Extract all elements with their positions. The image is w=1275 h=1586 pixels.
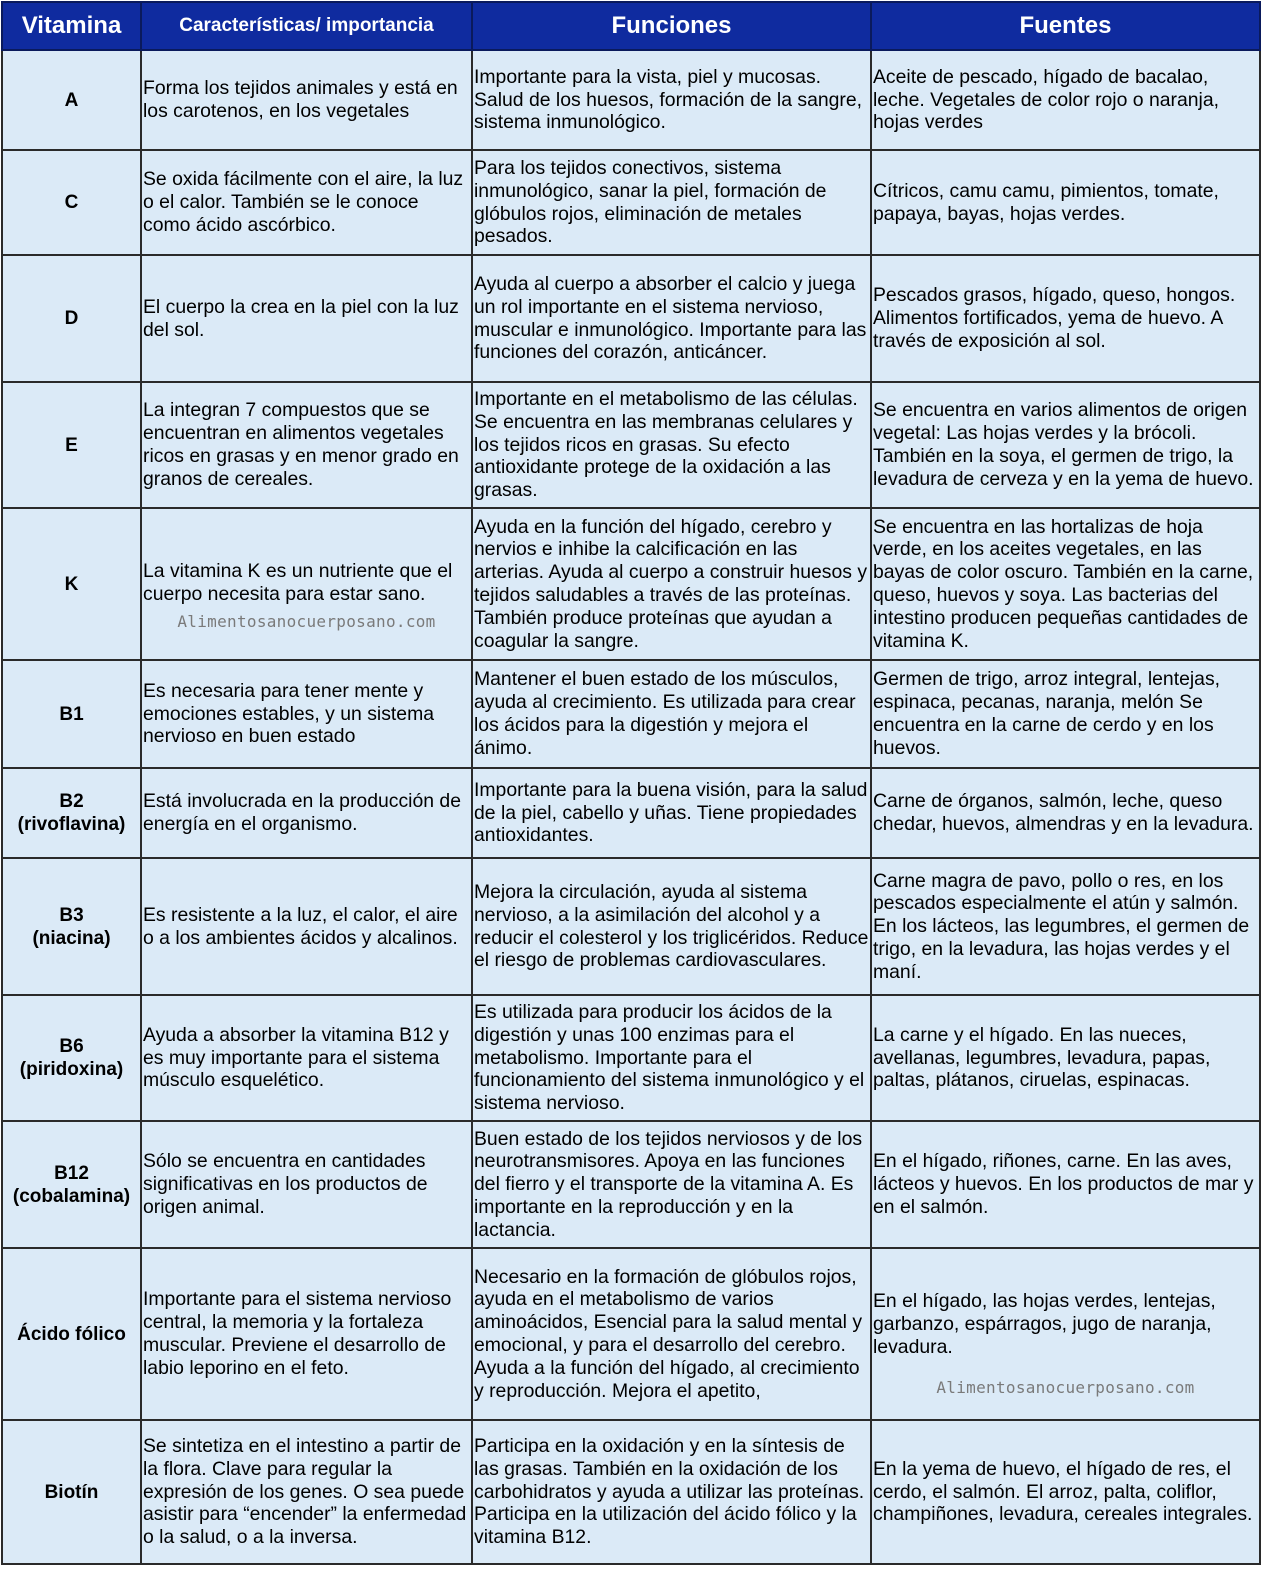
vitamin-name: B12	[54, 1162, 89, 1184]
vitamin-name: D	[64, 308, 79, 329]
sources-cell	[871, 1248, 1260, 1420]
vitamin-name-cell	[2, 858, 141, 995]
vitamin-name: Biotín	[44, 1481, 99, 1503]
vitamin-subname: (piridoxina)	[19, 1059, 124, 1080]
table-row	[2, 150, 1260, 255]
characteristics-text: La vitamina K es un nutriente que el cuerpo necesita para estar sano.	[143, 559, 453, 605]
table-row	[2, 1248, 1260, 1420]
vitamin-name-cell	[2, 1121, 141, 1248]
sources-cell: La carne y el hígado. En las nueces, avellanas, legumbres, levadura, papas, paltas, plátanos, ciruelas, espinacas.	[871, 995, 1260, 1121]
characteristics-cell: Forma los tejidos animales y está en los carotenos, en los vegetales	[141, 50, 472, 150]
vitamin-name: A	[64, 89, 79, 111]
functions-cell: Necesario en la formación de glóbulos rojos, ayuda en el metabolismo de varios aminoácidos, Esencial para la salud mental y emocional, y para el desarrollo del cerebro. Ayuda a la función del hígado, al crecimiento y reproducción. Mejora el apetito,	[472, 1248, 871, 1420]
functions-cell: Importante para la vista, piel y mucosas. Salud de los huesos, formación de la sangre, sistema inmunológico.	[472, 50, 871, 150]
header-fuentes: Fuentes	[871, 2, 1260, 50]
functions-cell: Es utilizada para producir los ácidos de la digestión y unas 100 enzimas para el metabolismo. Importante para el funcionamiento del sistema inmunológico y el sistema nervioso.	[472, 995, 871, 1121]
vitamin-subname: (niacina)	[32, 927, 111, 949]
vitamin-subname: (cobalamina)	[12, 1185, 131, 1207]
characteristics-cell: Se sintetiza en el intestino a partir de la flora. Clave para regular la expresión de los genes. O sea puede asistir para “encender” la enfermedad o la salud, o a la inversa.	[141, 1420, 472, 1564]
vitamin-name: B6	[59, 1036, 84, 1057]
characteristics-cell: Está involucrada en la producción de energía en el organismo.	[141, 768, 472, 858]
characteristics-cell: Ayuda a absorber la vitamina B12 y es muy importante para el sistema músculo esquelético.	[141, 995, 472, 1121]
vitamin-name: K	[64, 573, 79, 595]
characteristics-cell: Es necesaria para tener mente y emociones estables, y un sistema nervioso en buen estado	[141, 660, 472, 768]
characteristics-cell: La integran 7 compuestos que se encuentran en alimentos vegetales ricos en grasas y en menor grado en granos de cereales.	[141, 382, 472, 508]
sources-cell: Pescados grasos, hígado, queso, hongos. Alimentos fortificados, yema de huevo. A través de exposición al sol.	[871, 255, 1260, 382]
vitamin-name: B1	[59, 703, 84, 725]
table-row	[2, 995, 1260, 1121]
vitamin-name-cell	[2, 768, 141, 858]
vitamin-name-cell	[2, 50, 141, 150]
header-caracteristicas: Características/ importancia	[141, 2, 472, 50]
sources-cell: Se encuentra en varios alimentos de origen vegetal: Las hojas verdes y la brócoli. También en la soya, el germen de trigo, la levadura de cerveza y en la yema de huevo.	[871, 382, 1260, 508]
sources-cell: Germen de trigo, arroz integral, lentejas, espinaca, pecanas, naranja, melón Se encuentra en la carne de cerdo y en los huevos.	[871, 660, 1260, 768]
functions-cell: Participa en la oxidación y en la síntesis de las grasas. También en la oxidación de los carbohidratos y ayuda a utilizar las proteínas. Participa en la utilización del ácido fólico y la vitamina B12.	[472, 1420, 871, 1564]
vitamin-subname: (rivoflavina)	[17, 814, 126, 835]
vitamin-name: E	[65, 434, 78, 456]
table-row	[2, 1121, 1260, 1248]
sources-cell: En el hígado, riñones, carne. En las aves, lácteos y huevos. En los productos de mar y en el salmón.	[871, 1121, 1260, 1248]
vitamin-name: B3	[59, 904, 84, 926]
functions-cell: Ayuda en la función del hígado, cerebro y nervios e inhibe la calcificación en las arterias. Ayuda al cuerpo a construir huesos y tejidos saludables a través de las proteínas. También produce proteínas que ayudan a coagular la sangre.	[472, 508, 871, 660]
vitamin-name: B2	[59, 791, 84, 812]
watermark: Alimentosanocuerposano.com	[177, 612, 436, 632]
characteristics-cell: Importante para el sistema nervioso central, la memoria y la fortaleza muscular. Previene el desarrollo de labio leporino en el feto.	[141, 1248, 472, 1420]
characteristics-cell	[141, 508, 472, 660]
functions-cell: Importante para la buena visión, para la salud de la piel, cabello y uñas. Tiene propiedades antioxidantes.	[472, 768, 871, 858]
sources-cell: Carne de órganos, salmón, leche, queso chedar, huevos, almendras y en la levadura.	[871, 768, 1260, 858]
characteristics-cell: Es resistente a la luz, el calor, el aire o a los ambientes ácidos y alcalinos.	[141, 858, 472, 995]
vitamin-name: C	[64, 192, 79, 213]
vitamin-name-cell	[2, 382, 141, 508]
vitamin-name-cell	[2, 1420, 141, 1564]
functions-cell: Mejora la circulación, ayuda al sistema nervioso, a la asimilación del alcohol y a reducir el colesterol y los triglicéridos. Reduce el riesgo de problemas cardiovasculares.	[472, 858, 871, 995]
characteristics-cell: El cuerpo la crea en la piel con la luz del sol.	[141, 255, 472, 382]
table-row	[2, 660, 1260, 768]
vitamin-name-cell	[2, 995, 141, 1121]
table-row	[2, 382, 1260, 508]
table-row	[2, 1420, 1260, 1564]
table-row	[2, 768, 1260, 858]
characteristics-cell: Sólo se encuentra en cantidades significativas en los productos de origen animal.	[141, 1121, 472, 1248]
vitamin-name-cell	[2, 150, 141, 255]
header-funciones: Funciones	[472, 2, 871, 50]
sources-cell: Aceite de pescado, hígado de bacalao, leche. Vegetales de color rojo o naranja, hojas verdes	[871, 50, 1260, 150]
table-row	[2, 255, 1260, 382]
sources-text: En el hígado, las hojas verdes, lentejas, garbanzo, espárragos, jugo de naranja, levadura.	[873, 1290, 1216, 1358]
functions-cell: Mantener el buen estado de los músculos, ayuda al crecimiento. Es utilizada para crear los ácidos para la digestión y mejora el ánimo.	[472, 660, 871, 768]
sources-cell: En la yema de huevo, el hígado de res, el cerdo, el salmón. El arroz, palta, coliflor, champiñones, levadura, cereales integrales.	[871, 1420, 1260, 1564]
vitamins-table	[1, 1, 1261, 1565]
vitamin-name-cell	[2, 255, 141, 382]
functions-cell: Buen estado de los tejidos nerviosos y de los neurotransmisores. Apoya en las funciones del fierro y el transporte de la vitamina A. Es importante en la reproducción y en la lactancia.	[472, 1121, 871, 1248]
functions-cell: Importante en el metabolismo de las células. Se encuentra en las membranas celulares y los tejidos ricos en grasas. Su efecto antioxidante protege de la oxidación a las grasas.	[472, 382, 871, 508]
functions-cell: Para los tejidos conectivos, sistema inmunológico, sanar la piel, formación de glóbulos rojos, eliminación de metales pesados.	[472, 150, 871, 255]
header-row	[2, 2, 1260, 50]
table-row	[2, 508, 1260, 660]
table-row	[2, 858, 1260, 995]
vitamin-name-cell	[2, 1248, 141, 1420]
vitamin-name-cell	[2, 660, 141, 768]
vitamin-name: Ácido fólico	[17, 1323, 126, 1345]
characteristics-cell: Se oxida fácilmente con el aire, la luz o el calor. También se le conoce como ácido ascórbico.	[141, 150, 472, 255]
table-row	[2, 50, 1260, 150]
sources-cell: Se encuentra en las hortalizas de hoja verde, en los aceites vegetales, en las bayas de color oscuro. También en la carne, queso, huevos y soya. Las bacterias del intestino producen pequeñas cantidades de vitamina K.	[871, 508, 1260, 660]
watermark: Alimentosanocuerposano.com	[936, 1377, 1195, 1397]
sources-cell: Carne magra de pavo, pollo o res, en los pescados especialmente el atún y salmón. En los lácteos, las legumbres, el germen de trigo, en la levadura, las hojas verdes y el maní.	[871, 858, 1260, 995]
functions-cell: Ayuda al cuerpo a absorber el calcio y juega un rol importante en el sistema nervioso, muscular e inmunológico. Importante para las funciones del corazón, anticáncer.	[472, 255, 871, 382]
sources-cell: Cítricos, camu camu, pimientos, tomate, papaya, bayas, hojas verdes.	[871, 150, 1260, 255]
vitamin-name-cell	[2, 508, 141, 660]
header-vitamina: Vitamina	[2, 2, 141, 50]
